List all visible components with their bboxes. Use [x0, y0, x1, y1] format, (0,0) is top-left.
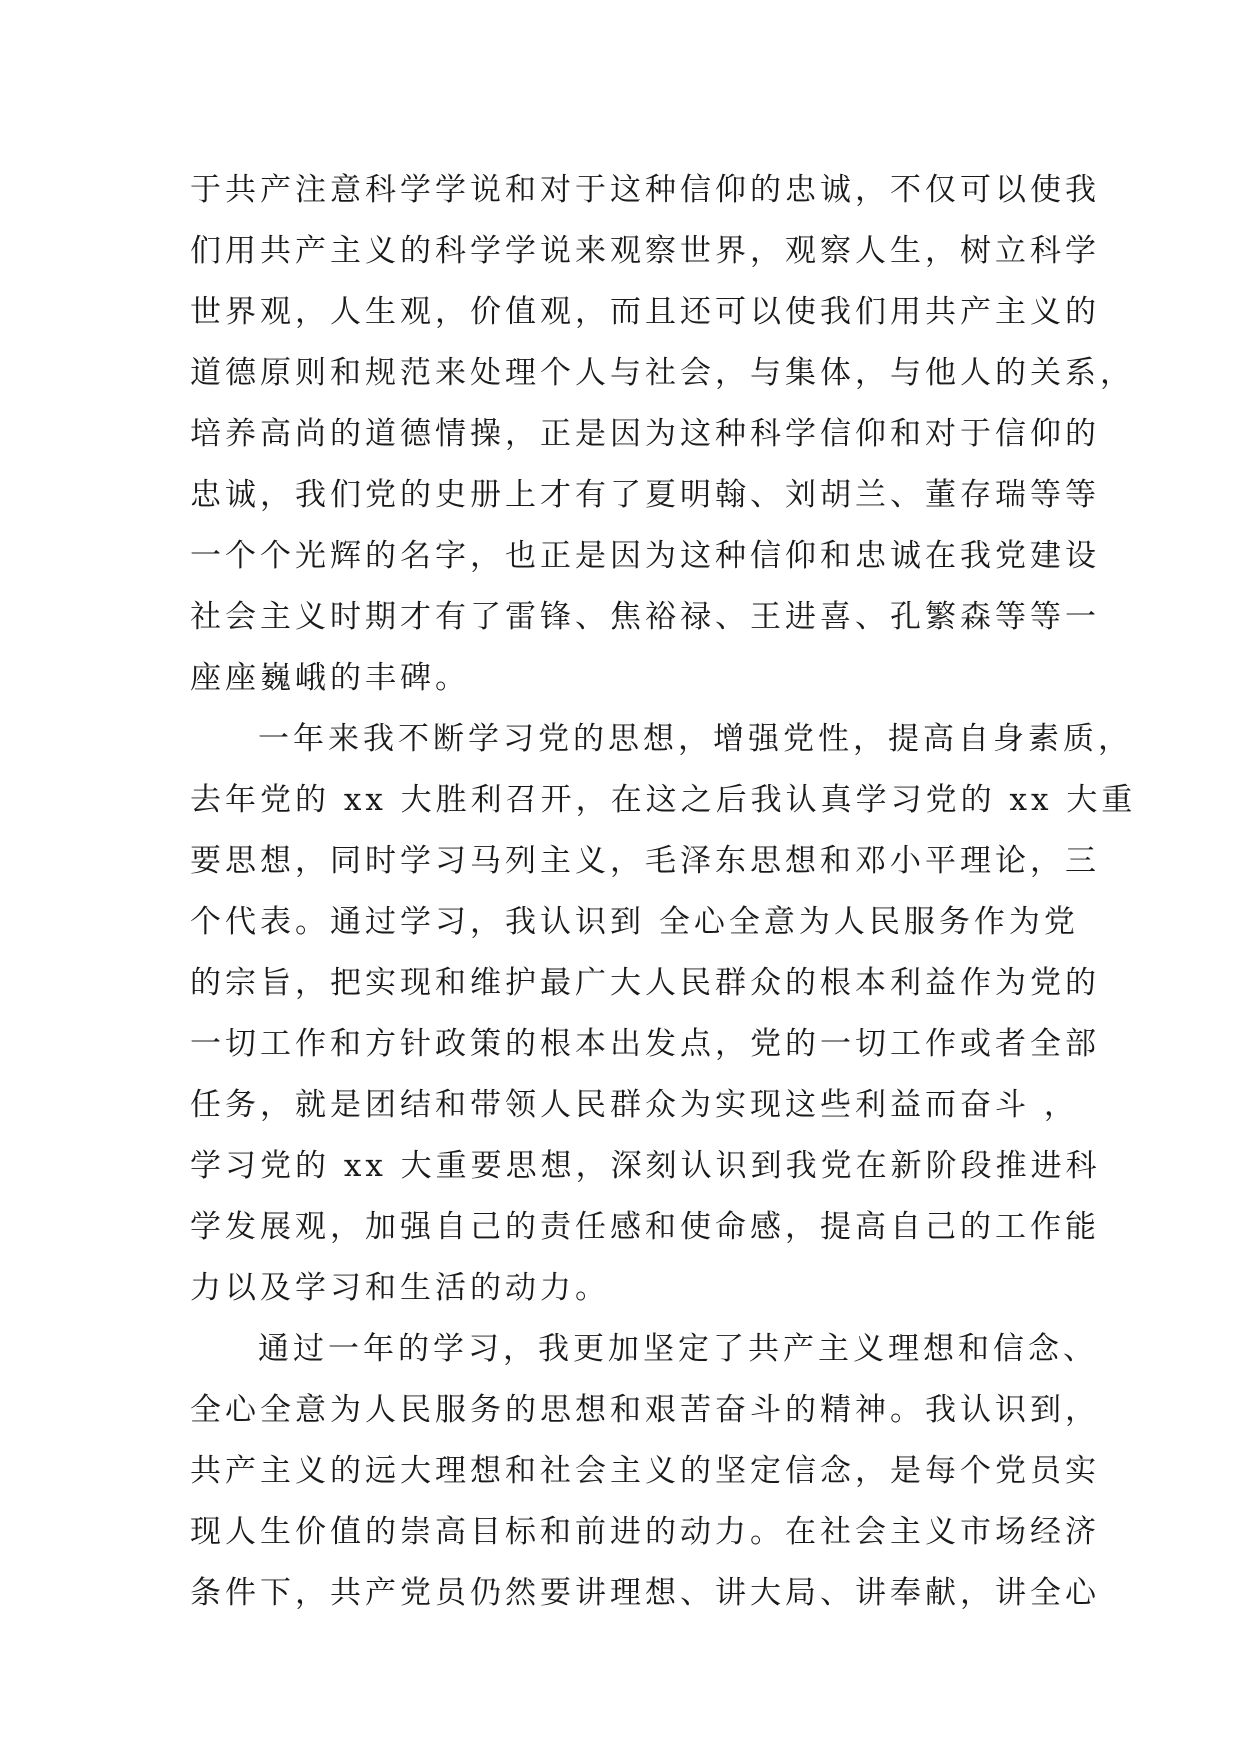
text-line: 座座巍峨的丰碑。 — [190, 660, 470, 696]
text-line: 于共产注意科学学说和对于这种信仰的忠诚，不仅可以使我 — [190, 172, 1100, 208]
text-line: 一个个光辉的名字，也正是因为这种信仰和忠诚在我党建设 — [190, 538, 1100, 574]
paragraph — [190, 160, 1135, 709]
text-line: 培养高尚的道德情操，正是因为这种科学信仰和对于信仰的 — [190, 416, 1100, 452]
text-line: 们用共产主义的科学学说来观察世界，观察人生，树立科学 — [190, 233, 1100, 269]
text-line: 任务，就是团结和带领人民群众为实现这些利益而奋斗 ， — [190, 1087, 1079, 1123]
text-line: 去年党的 xx 大胜利召开，在这之后我认真学习党的 xx 大重 — [190, 782, 1137, 818]
document-body — [190, 160, 1137, 1624]
text-line: 现人生价值的崇高目标和前进的动力。在社会主义市场经济 — [190, 1514, 1100, 1550]
text-line: 力以及学习和生活的动力。 — [190, 1270, 610, 1306]
text-line: 的宗旨，把实现和维护最广大人民群众的根本利益作为党的 — [190, 965, 1100, 1001]
text-line: 一切工作和方针政策的根本出发点，党的一切工作或者全部 — [190, 1026, 1100, 1062]
text-line: 道德原则和规范来处理个人与社会，与集体，与他人的关系， — [190, 355, 1135, 391]
text-line: 要思想，同时学习马列主义，毛泽东思想和邓小平理论，三 — [190, 843, 1100, 879]
text-line: 共产主义的远大理想和社会主义的坚定信念，是每个党员实 — [190, 1453, 1100, 1489]
text-line: 世界观，人生观，价值观，而且还可以使我们用共产主义的 — [190, 294, 1100, 330]
paragraph — [190, 709, 1137, 1319]
text-line: 全心全意为人民服务的思想和艰苦奋斗的精神。我认识到， — [190, 1392, 1100, 1428]
text-line: 通过一年的学习，我更加坚定了共产主义理想和信念、 — [258, 1331, 1098, 1367]
paragraph — [190, 1319, 1100, 1624]
text-line: 条件下，共产党员仍然要讲理想、讲大局、讲奉献，讲全心 — [190, 1575, 1100, 1611]
text-line: 社会主义时期才有了雷锋、焦裕禄、王进喜、孔繁森等等一 — [190, 599, 1100, 635]
text-line: 忠诚，我们党的史册上才有了夏明翰、刘胡兰、董存瑞等等 — [190, 477, 1100, 513]
text-line: 学习党的 xx 大重要思想，深刻认识到我党在新阶段推进科 — [190, 1148, 1101, 1184]
text-line: 个代表。通过学习，我认识到 全心全意为人民服务作为党 — [190, 904, 1079, 940]
text-line: 一年来我不断学习党的思想，增强党性，提高自身素质， — [258, 721, 1133, 757]
text-line: 学发展观，加强自己的责任感和使命感，提高自己的工作能 — [190, 1209, 1100, 1245]
